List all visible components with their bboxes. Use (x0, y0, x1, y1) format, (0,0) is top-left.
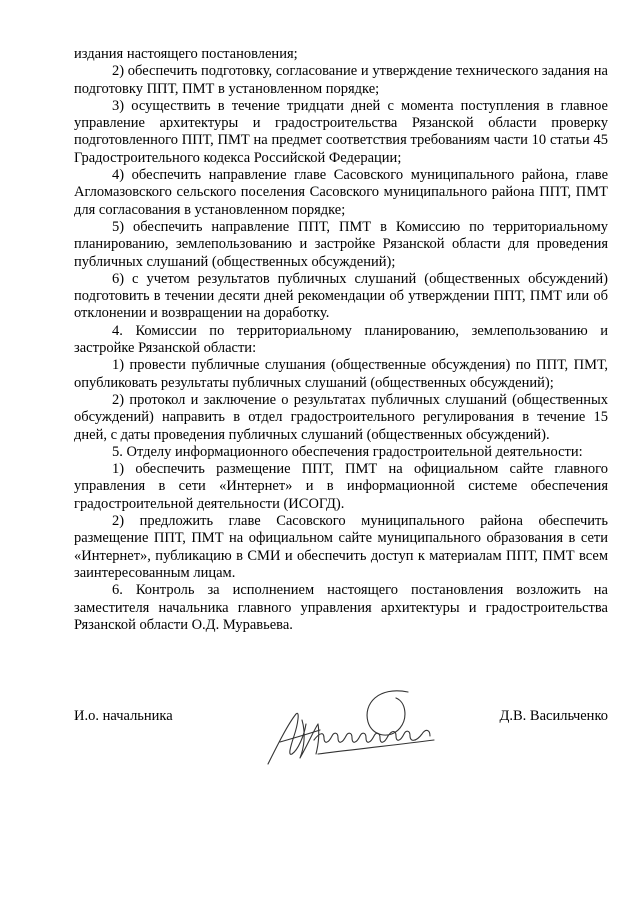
document-body (74, 46, 608, 634)
paragraph-section-4-item-2: 2) протокол и заключение о результатах публичных слушаний (общественных обсуждений) направить в отдел градостроительного регулирования в течение 15 дней, с даты проведения публичных слушаний (общественных обсуждений). (74, 391, 608, 443)
paragraph-item-5: 5) обеспечить направление ППТ, ПМТ в Комиссию по территориальному планированию, землепользованию и застройке Рязанской области для проведения публичных слушаний (общественных обсуждений); (74, 218, 608, 270)
paragraph-item-3: 3) осуществить в течение тридцати дней с момента поступления в главное управление архитектуры и градостроительства Рязанской области проверку подготовленного ППТ, ПМТ на предмет соответствия требованиям части 10 статьи 45 Градостроительного кодекса Российской Федерации; (74, 97, 608, 166)
paragraph-section-4: 4. Комиссии по территориальному планированию, землепользованию и застройке Рязанской области: (74, 322, 608, 357)
signer-title: И.о. начальника (74, 708, 173, 724)
paragraph-section-5-item-1: 1) обеспечить размещение ППТ, ПМТ на официальном сайте главного управления в сети «Интернет» и в информационной системе обеспечения градостроительной деятельности (ИСОГД). (74, 461, 608, 512)
paragraph-item-4: 4) обеспечить направление главе Сасовского муниципального района, главе Агломазовского сельского поселения Сасовского муниципального района ППТ, ПМТ для согласования в установленном порядке; (74, 167, 608, 218)
handwritten-signature (258, 684, 458, 774)
paragraph-item-2: 2) обеспечить подготовку, согласование и утверждение технического задания на подготовку ППТ, ПМТ в установленном порядке; (74, 63, 608, 97)
paragraph-section-5: 5. Отделу информационного обеспечения градостроительной деятельности: (112, 443, 583, 460)
paragraph-section-6: 6. Контроль за исполнением настоящего постановления возложить на заместителя начальника главного управления архитектуры и градостроительства Рязанской области О.Д. Муравьева. (74, 582, 608, 633)
paragraph-section-4-item-1: 1) провести публичные слушания (общественные обсуждения) по ППТ, ПМТ, опубликовать результаты публичных слушаний (общественных обсуждений); (74, 357, 608, 391)
paragraph-continuation: издания настоящего постановления; (74, 46, 298, 62)
signer-name: Д.В. Васильченко (499, 708, 608, 724)
paragraph-item-6: 6) с учетом результатов публичных слушаний (общественных обсуждений) подготовить в течении десяти дней рекомендации об утверждении ППТ, ПМТ или об отклонении и возвращении на доработку. (74, 270, 608, 322)
paragraph-section-5-item-2: 2) предложить главе Сасовского муниципального района обеспечить размещение ППТ, ПМТ на официальном сайте муниципального образования в сети «Интернет», публикацию в СМИ и обеспечить доступ к материалам ППТ, ПМТ всем заинтересованным лицам. (74, 513, 608, 581)
